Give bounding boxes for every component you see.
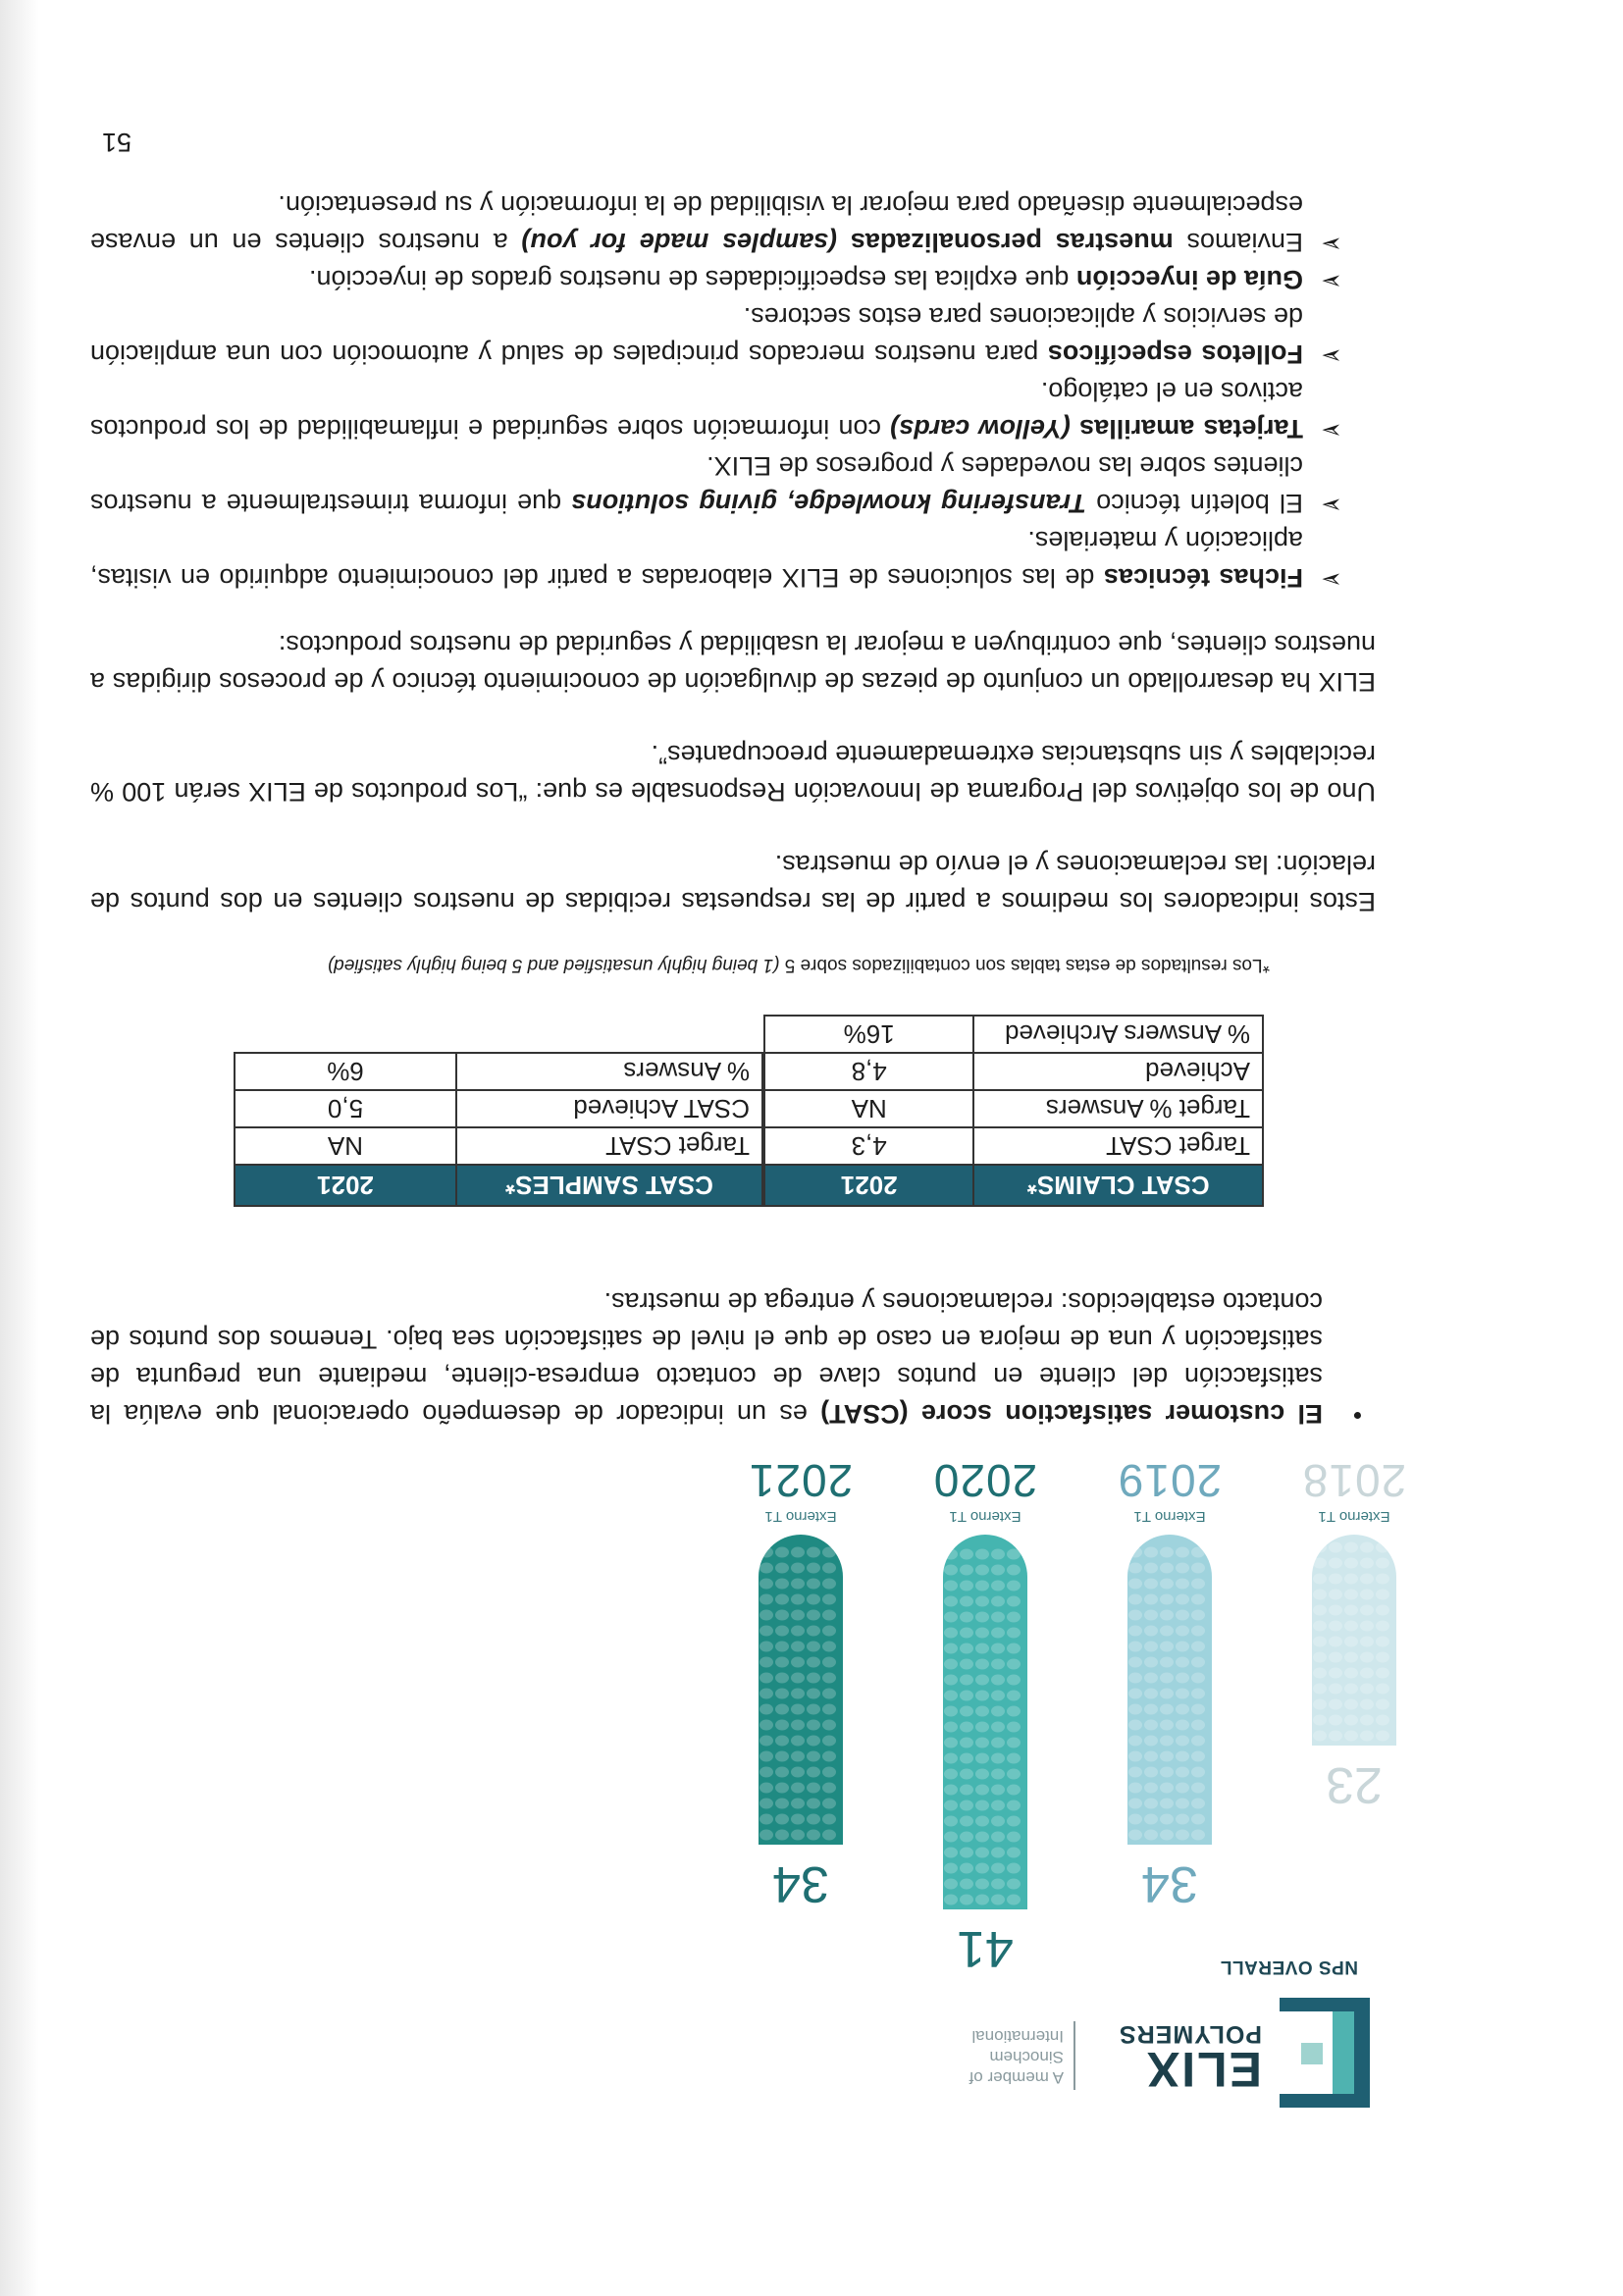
arrow-bullet: ➢ [1321,267,1342,296]
logo-brand: ELIX [1144,2042,1262,2097]
table-cell-value: 6% [235,1053,456,1090]
nps-year-2021: 2021 [748,1455,854,1506]
table-row [764,1016,1263,1053]
table-row [764,1127,1263,1165]
list-item-guia: Guía de inyección que explica las especificidades de nuestros grados de inyección. [308,265,1303,294]
table-cell-value: NA [235,1127,456,1165]
bullet-dot: • [1352,1401,1362,1431]
csat-intro: El customer satisfaction score (CSAT) es un indicador de desempeño operacional que evalúa la satisfacción del cliente en puntos clave de contacto empresa-cliente, mediante una pregunta de satisfacción y una de mejora en caso de que el nivel de satisfacción sea bajo. Tenemos dos puntos de contacto establecidos: reclamaciones y entrega de muestras. [89,1287,1323,1429]
paragraph-disclosure: ELIX ha desarrollado un conjunto de piezas de divulgación de conocimiento técnico y de procesos dirigidas a nuestros clientes, que contribuyen a mejorar la usabilidad y seguridad de nuestros productos: [90,630,1376,697]
table-cell-value: 4,3 [764,1127,973,1165]
table-row-label: Target CSAT [973,1127,1263,1165]
table-footnote: *Los resultados de estas tablas son contabilizados sobre 5 (1 being highly unsatisfied and 5 being highly satisfied) [327,955,1270,975]
table-row [235,1090,762,1127]
table-row-label: Achieved [973,1053,1263,1090]
arrow-bullet: ➢ [1321,565,1342,595]
list-item-boletin: El boletín técnico Transfering knowledge, giving solutions que informa trimestralmente a nuestros clientes sobre las novedades y progresos de ELIX. [90,451,1303,518]
table-header-row [764,1165,1263,1206]
nps-tube-2021 [759,1535,843,1845]
table-cell-value: 5,0 [235,1090,456,1127]
nps-year-2019: 2019 [1117,1455,1223,1506]
logo-divider [1073,2021,1075,2090]
nps-value-2018: 23 [1326,1756,1383,1813]
table-row [235,1053,762,1090]
logo-subtitle: POLYMERS [1118,2020,1262,2048]
table-row-label: % Answers [456,1053,762,1090]
logo-member-text: A member of Sinochem International [969,2027,1064,2087]
elix-logo-mark-icon [1280,1998,1370,2108]
arrow-bullet: ➢ [1321,230,1342,259]
table-cell-value: 16% [764,1016,973,1053]
nps-label-2018: Externo T1 [1318,1508,1390,1525]
table-row [235,1127,762,1165]
table-row-label: Target CSAT [456,1127,762,1165]
elix-logo [958,1990,1370,2108]
table-row-label: % Answers Archieved [973,1016,1263,1053]
table-cell-value: NA [764,1090,973,1127]
nps-label-2021: Externo T1 [764,1508,837,1525]
csat-claims-table [763,1015,1264,1207]
nps-label-2020: Externo T1 [949,1508,1021,1525]
nps-value-2020: 41 [957,1920,1014,1977]
list-item-folletos: Folletos específicos para nuestros mercados principales de salud y automoción con una ampliación de servicios y aplicaciones para estos sectores. [90,302,1303,369]
list-item-fichas: Fichas técnicas de las soluciones de ELIX elaboradas a partir del conocimiento adquirido en visitas, aplicación y materiales. [90,526,1303,593]
nps-year-2020: 2020 [932,1455,1038,1506]
nps-year-2018: 2018 [1301,1455,1407,1506]
table-header-cell: CSAT CLAIMS* [973,1165,1263,1206]
table-header-cell: CSAT SAMPLES* [456,1165,762,1206]
list-item-muestras: Enviamos muestras personalizadas (samples made for you) a nuestros clientes en un envase especialmente diseñado para mejorar la visibilidad de la información y su presentación. [90,190,1303,257]
scan-edge-shadow [0,0,39,2296]
table-row [764,1053,1263,1090]
nps-tube-2020 [943,1535,1027,1909]
table-row-label: CSAT Achieved [456,1090,762,1127]
csat-samples-table [234,1052,763,1207]
page-number: 51 [101,128,131,157]
nps-tube-2018 [1312,1535,1396,1746]
arrow-bullet: ➢ [1321,341,1342,371]
nps-title: NPS OVERALL [1220,1957,1358,1977]
table-header-cell: 2021 [764,1165,973,1206]
nps-label-2019: Externo T1 [1133,1508,1206,1525]
table-header-cell: 2021 [235,1165,456,1206]
nps-value-2021: 34 [772,1855,829,1912]
table-row-label: Target % Answers [973,1090,1263,1127]
table-header-row [235,1165,762,1206]
table-cell-value: 4,8 [764,1053,973,1090]
arrow-bullet: ➢ [1321,491,1342,520]
list-item-tarjetas: Tarjetas amarillas (Yellow cards) con información sobre seguridad e inflamabilidad de los productos activos en el catálogo. [90,377,1303,444]
paragraph-objective: Uno de los objetivos del Programa de Innovación Responsable es que: “Los productos de ELIX serán 100 % reciclables y sin substancias extremadamente preocupantes”. [90,740,1376,807]
nps-tube-2019 [1127,1535,1212,1845]
paragraph-indicators: Estos indicadores los medimos a partir de las respuestas recibidas de nuestros clientes en dos puntos de relación: las reclamaciones y el envío de muestras. [90,850,1376,916]
arrow-bullet: ➢ [1321,416,1342,445]
table-row [764,1090,1263,1127]
nps-value-2019: 34 [1141,1855,1198,1912]
